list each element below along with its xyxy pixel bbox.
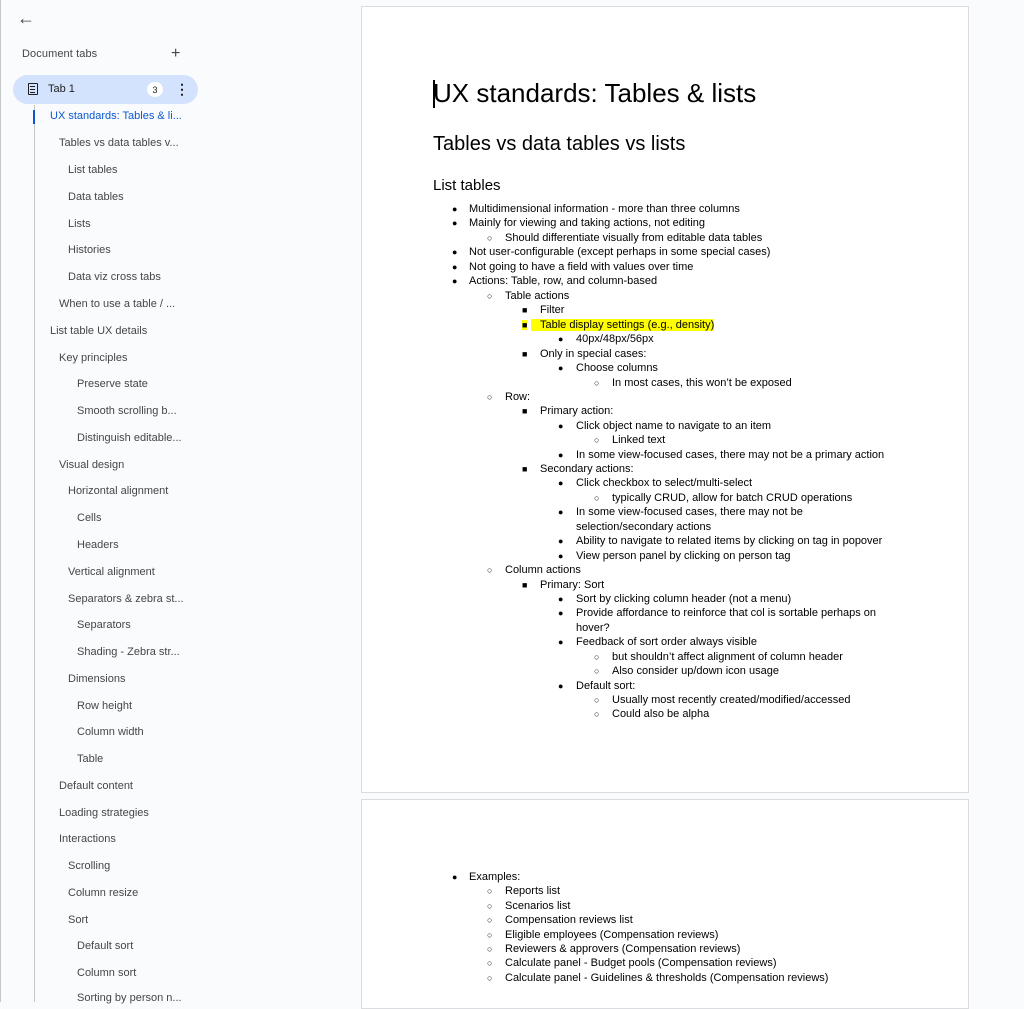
list-item: Row: [505,391,531,403]
outline-item-loading-strategies[interactable]: Loading strategies [59,807,149,819]
list-item: Multidimensional information - more than three columns [469,203,740,215]
tab-count-badge: 3 [147,82,163,97]
bullet-disc: ● [452,218,458,228]
list-item: In some view-focused cases, there may not be [576,506,803,518]
list-item-continuation: hover? [576,622,610,634]
outline-active-indicator [33,110,35,124]
outline-item-when-to-use[interactable]: When to use a table / ... [59,298,176,310]
bullet-circle: ○ [487,233,493,243]
list-item: Reports list [505,885,561,897]
list-item: Compensation reviews list [505,914,633,926]
bullet-circle: ○ [594,652,600,662]
outline-item-column-sort[interactable]: Column sort [77,967,137,979]
list-item: Calculate panel - Budget pools (Compensation reviews) [505,957,777,969]
list-item: Primary: Sort [540,579,605,591]
outline-item-list-tables[interactable]: List tables [68,164,118,176]
list-item: Scenarios list [505,900,571,912]
document-title: UX standards: Tables & lists [433,78,757,108]
list-item: In most cases, this won’t be exposed [612,377,792,389]
outline-item-default-sort[interactable]: Default sort [77,940,134,952]
outline-item-headers[interactable]: Headers [77,539,119,551]
bullet-circle: ○ [594,709,600,719]
back-arrow-icon[interactable]: ← [17,7,35,28]
outline-item-visual-design[interactable]: Visual design [59,459,125,471]
bullet-disc: ● [558,608,564,618]
bullet-disc: ● [452,872,458,882]
outline-item-horizontal-alignment[interactable]: Horizontal alignment [68,485,169,497]
list-item: Could also be alpha [612,708,710,720]
list-item: Calculate panel - Guidelines & thresholds (Compensation reviews) [505,972,829,984]
bullet-circle: ○ [487,958,493,968]
outline-item-default-content[interactable]: Default content [59,780,133,792]
list-item: Choose columns [576,362,658,374]
bullet-circle: ○ [594,493,600,503]
bullet-circle: ○ [487,930,493,940]
bullet-circle: ○ [487,944,493,954]
bullet-disc: ● [558,478,564,488]
list-item: Sort by clicking column header (not a menu) [576,593,792,605]
outline-item-shading-zebra[interactable]: Shading - Zebra str... [77,646,180,658]
bullet-circle: ○ [487,291,493,301]
list-item: Column actions [505,564,581,576]
bullet-disc: ● [452,204,458,214]
bullet-circle: ○ [487,973,493,983]
bullet-square: ■ [522,464,528,474]
bullet-square: ■ [522,320,528,330]
heading-tables-vs-data-tables: Tables vs data tables vs lists [433,133,686,155]
outline-item-key-principles[interactable]: Key principles [59,352,128,364]
bullet-circle: ○ [487,392,493,402]
document-tabs-title: Document tabs [22,48,98,60]
bullet-disc: ● [558,507,564,517]
list-item: Mainly for viewing and taking actions, not editing [469,217,706,229]
outline-item-histories[interactable]: Histories [68,244,111,256]
outline-item-table[interactable]: Table [77,753,104,765]
list-item: Table actions [505,290,570,302]
list-item: Only in special cases: [540,348,647,360]
outline-guide-line [34,105,35,1002]
outline-item-ux-standards[interactable]: UX standards: Tables & li... [50,110,182,122]
bullet-disc: ● [558,637,564,647]
bullet-circle: ○ [594,695,600,705]
list-item: Linked text [612,434,666,446]
heading-list-tables: List tables [433,177,501,194]
bullet-disc: ● [558,450,564,460]
outline-item-smooth-scrolling[interactable]: Smooth scrolling b... [77,405,177,417]
outline-item-separators[interactable]: Separators [77,619,131,631]
outline-item-row-height[interactable]: Row height [77,700,133,712]
list-item-continuation: selection/secondary actions [576,521,712,533]
outline-item-separators-zebra[interactable]: Separators & zebra st... [68,593,184,605]
bullet-disc: ● [452,276,458,286]
outline-item-lists[interactable]: Lists [68,218,91,230]
list-item: Also consider up/down icon usage [612,665,779,677]
more-options-icon[interactable]: ⋮ [175,81,189,97]
list-item: typically CRUD, allow for batch CRUD operations [612,492,853,504]
list-item: Usually most recently created/modified/accessed [612,694,851,706]
list-item: Should differentiate visually from editable data tables [505,232,763,244]
outline-item-column-width[interactable]: Column width [77,726,144,738]
bullet-circle: ○ [594,378,600,388]
bullet-circle: ○ [487,565,493,575]
bullet-square: ■ [522,580,528,590]
list-item: View person panel by clicking on person tag [576,550,791,562]
outline-item-scrolling[interactable]: Scrolling [68,860,111,872]
list-item: Reviewers & approvers (Compensation reviews) [505,943,741,955]
outline-item-data-tables[interactable]: Data tables [68,191,124,203]
add-tab-plus-icon[interactable]: + [171,45,181,62]
list-item: Eligible employees (Compensation reviews) [505,929,719,941]
list-item: Secondary actions: [540,463,634,475]
outline-item-tables-vs-data-tables[interactable]: Tables vs data tables v... [59,137,179,149]
outline-item-list-table-ux-details[interactable]: List table UX details [50,325,148,337]
outline-item-vertical-alignment[interactable]: Vertical alignment [68,566,155,578]
bullet-disc: ● [558,594,564,604]
bullet-disc: ● [558,421,564,431]
outline-item-cells[interactable]: Cells [77,512,102,524]
outline-item-dimensions[interactable]: Dimensions [68,673,126,685]
list-item: 40px/48px/56px [576,333,654,345]
bullet-disc: ● [558,363,564,373]
outline-item-data-viz-cross-tabs[interactable]: Data viz cross tabs [68,271,161,283]
bullet-square: ■ [522,349,528,359]
list-item: Primary action: [540,405,614,417]
bullet-disc: ● [558,551,564,561]
bullet-circle: ○ [487,901,493,911]
tab-label: Tab 1 [48,83,75,95]
list-item: but shouldn’t affect alignment of column header [612,651,843,663]
list-item: Not going to have a field with values over time [469,261,694,273]
list-item: Click object name to navigate to an item [576,420,772,432]
outline-item-interactions[interactable]: Interactions [59,833,116,845]
bullet-circle: ○ [594,435,600,445]
outline-item-distinguish-editable[interactable]: Distinguish editable... [77,432,182,444]
list-item: Default sort: [576,680,636,692]
list-item: Actions: Table, row, and column-based [469,275,658,287]
list-item: Ability to navigate to related items by clicking on tag in popover [576,535,883,547]
outline-item-preserve-state[interactable]: Preserve state [77,378,148,390]
document-icon [28,83,38,95]
outline-item-column-resize[interactable]: Column resize [68,887,139,899]
list-item: Provide affordance to reinforce that col is sortable perhaps on [576,607,877,619]
list-item: Filter [540,304,565,316]
list-item: Feedback of sort order always visible [576,636,757,648]
outline-item-sorting-by-person[interactable]: Sorting by person n... [77,992,182,1004]
highlighted-list-item: Table display settings (e.g., density) [531,319,714,331]
list-item: In some view-focused cases, there may not be a primary action [576,449,885,461]
bullet-disc: ● [558,334,564,344]
bullet-square: ■ [522,406,528,416]
list-item: Examples: [469,871,521,883]
outline-item-sort[interactable]: Sort [68,914,89,926]
bullet-disc: ● [452,247,458,257]
bullet-disc: ● [558,681,564,691]
bullet-square: ■ [522,305,528,315]
list-item: Click checkbox to select/multi-select [576,477,753,489]
bullet-circle: ○ [487,886,493,896]
document-tabs-sidebar [0,0,220,1002]
bullet-disc: ● [452,262,458,272]
bullet-disc: ● [558,536,564,546]
tab-1[interactable] [13,75,198,104]
bullet-circle: ○ [487,915,493,925]
bullet-circle: ○ [594,666,600,676]
list-item: Not user-configurable (except perhaps in some special cases) [469,246,771,258]
